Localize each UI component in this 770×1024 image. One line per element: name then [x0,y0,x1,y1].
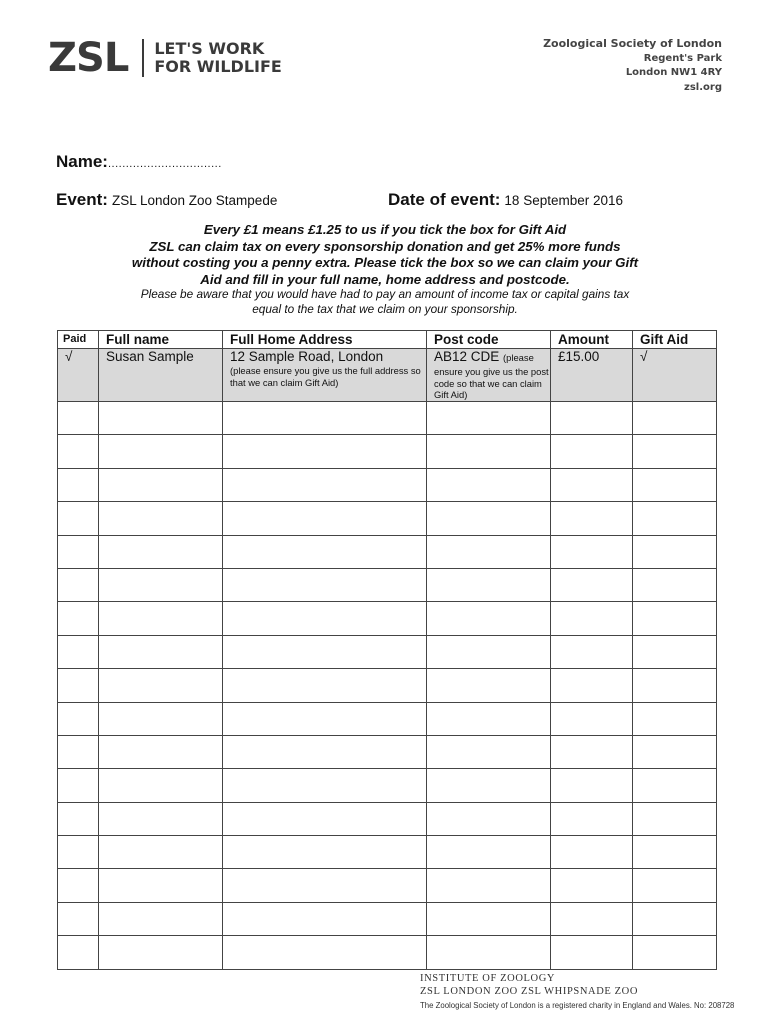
cell-gift-aid[interactable] [633,502,717,535]
cell-postcode[interactable] [427,836,551,869]
table-row [58,802,717,835]
cell-paid[interactable] [58,836,99,869]
cell-amount[interactable] [551,769,633,802]
example-gift-aid [633,349,717,402]
cell-paid[interactable] [58,669,99,702]
table-row [58,435,717,468]
cell-amount[interactable] [551,435,633,468]
cell-address[interactable] [223,735,427,768]
cell-paid[interactable] [58,535,99,568]
tax-note [100,287,670,316]
logo-tagline [154,40,282,76]
cell-gift-aid[interactable] [633,669,717,702]
cell-amount[interactable] [551,635,633,668]
cell-gift-aid[interactable] [633,535,717,568]
table-row [58,902,717,935]
table-row [58,769,717,802]
cell-gift-aid[interactable] [633,568,717,601]
cell-full-name[interactable] [99,568,223,601]
cell-address[interactable] [223,802,427,835]
cell-gift-aid[interactable] [633,402,717,435]
sponsorship-table [57,330,717,970]
tax-note-line: equal to the tax that we claim on your sponsorship. [252,301,518,316]
cell-amount[interactable] [551,802,633,835]
event-label: Event: [56,190,108,209]
cell-postcode[interactable] [427,635,551,668]
cell-full-name[interactable] [99,602,223,635]
cell-gift-aid[interactable] [633,468,717,501]
address-line-city: London NW1 4RY [625,67,722,78]
amount-value: £15.00 [558,349,600,364]
cell-gift-aid[interactable] [633,869,717,902]
cell-amount[interactable] [551,735,633,768]
name-dots: ................................ [107,158,222,170]
footer-zoos: ZSL LONDON ZOO ZSL WHIPSNADE ZOO [420,986,639,997]
cell-gift-aid[interactable] [633,435,717,468]
example-amount [551,349,633,402]
cell-amount[interactable] [551,602,633,635]
cell-amount[interactable] [551,502,633,535]
footer [420,972,734,1012]
header-full-name: Full name [99,331,223,349]
cell-address[interactable] [223,936,427,969]
cell-paid[interactable] [58,869,99,902]
cell-full-name[interactable] [99,702,223,735]
address-value: 12 Sample Road, London [230,349,384,364]
cell-address[interactable] [223,836,427,869]
table-row [58,936,717,969]
name-label: Name: [56,152,108,171]
cell-full-name[interactable] [99,735,223,768]
postcode-note-start: (please [503,352,534,363]
postcode-note: ensure you give us the post code so that we can claim Gift Aid) [434,366,549,400]
cell-postcode[interactable] [427,669,551,702]
header-address: Full Home Address [223,331,427,349]
cell-address[interactable] [223,702,427,735]
cell-amount[interactable] [551,568,633,601]
date-field [388,190,623,210]
cell-full-name[interactable] [99,402,223,435]
cell-postcode[interactable] [427,702,551,735]
footer-institute: INSTITUTE OF ZOOLOGY [420,973,556,984]
cell-amount[interactable] [551,535,633,568]
cell-full-name[interactable] [99,669,223,702]
cell-paid[interactable] [58,568,99,601]
cell-full-name[interactable] [99,869,223,902]
table-row [58,535,717,568]
example-postcode [427,349,551,402]
cell-address[interactable] [223,435,427,468]
postcode-value: AB12 CDE [434,349,500,364]
gift-aid-line: ZSL can claim tax on every sponsorship donation and get 25% more funds [149,238,621,254]
table-header-row [58,331,717,349]
cell-gift-aid[interactable] [633,836,717,869]
cell-paid[interactable] [58,702,99,735]
cell-paid[interactable] [58,435,99,468]
cell-amount[interactable] [551,936,633,969]
cell-paid[interactable] [58,402,99,435]
gift-aid-line: without costing you a penny extra. Please tick the box so we can claim your Gift [131,255,639,270]
table-row [58,869,717,902]
header-amount: Amount [551,331,633,349]
cell-amount[interactable] [551,702,633,735]
cell-paid[interactable] [58,468,99,501]
cell-address[interactable] [223,635,427,668]
cell-postcode[interactable] [427,936,551,969]
cell-full-name[interactable] [99,902,223,935]
table-row [58,502,717,535]
header-postcode: Post code [427,331,551,349]
cell-address[interactable] [223,568,427,601]
tax-note-line: Please be aware that you would have had to pay an amount of income tax or capital gains tax [140,287,630,301]
table-row [58,568,717,601]
full-name-value: Susan Sample [106,349,194,364]
gift-aid-line: Aid and fill in your full name, home address and postcode. [200,271,570,287]
tagline-line-2: FOR WILDLIFE [154,57,282,76]
address-note: (please ensure you give us the full address so that we can claim Gift Aid) [230,365,421,388]
cell-postcode[interactable] [427,502,551,535]
footer-charity-note: The Zoological Society of London is a registered charity in England and Wales. No: 208728 [420,1001,735,1010]
zsl-logo [48,35,282,81]
cell-gift-aid[interactable] [633,936,717,969]
cell-full-name[interactable] [99,769,223,802]
header-gift-aid: Gift Aid [633,331,717,349]
cell-postcode[interactable] [427,802,551,835]
logo-zsl-text: ZSL [48,35,129,81]
cell-full-name[interactable] [99,836,223,869]
cell-postcode[interactable] [427,869,551,902]
cell-gift-aid[interactable] [633,802,717,835]
cell-paid[interactable] [58,602,99,635]
date-label: Date of event: [388,190,501,209]
tagline-line-1: LET'S WORK [154,39,265,58]
cell-postcode[interactable] [427,568,551,601]
example-full-name [99,349,223,402]
cell-address[interactable] [223,535,427,568]
cell-postcode[interactable] [427,902,551,935]
cell-address[interactable] [223,902,427,935]
cell-full-name[interactable] [99,435,223,468]
postcode-line [434,349,550,366]
cell-paid[interactable] [58,902,99,935]
cell-gift-aid[interactable] [633,769,717,802]
event-value: ZSL London Zoo Stampede [111,193,278,208]
cell-postcode[interactable] [427,402,551,435]
table-row [58,402,717,435]
cell-paid[interactable] [58,802,99,835]
cell-amount[interactable] [551,402,633,435]
cell-amount[interactable] [551,836,633,869]
society-address [543,37,722,95]
cell-postcode[interactable] [427,535,551,568]
cell-gift-aid[interactable] [633,702,717,735]
example-paid [58,349,99,402]
cell-address[interactable] [223,602,427,635]
cell-paid[interactable] [58,936,99,969]
cell-postcode[interactable] [427,769,551,802]
name-field[interactable] [56,152,222,172]
cell-paid[interactable] [58,735,99,768]
cell-full-name[interactable] [99,802,223,835]
cell-amount[interactable] [551,468,633,501]
cell-address[interactable] [223,468,427,501]
cell-address[interactable] [223,769,427,802]
cell-full-name[interactable] [99,535,223,568]
gift-aid-tick: √ [640,349,648,364]
cell-full-name[interactable] [99,468,223,501]
cell-full-name[interactable] [99,936,223,969]
logo-divider [142,39,144,77]
address-line-web: zsl.org [684,81,722,93]
gift-aid-line: Every £1 means £1.25 to us if you tick the box for Gift Aid [203,222,567,237]
example-row [58,349,717,402]
paid-tick: √ [65,349,73,364]
address-line-park: Regent's Park [643,52,722,64]
table-row [58,669,717,702]
table-row [58,635,717,668]
cell-amount[interactable] [551,902,633,935]
cell-paid[interactable] [58,635,99,668]
gift-aid-info [100,222,670,288]
cell-address[interactable] [223,869,427,902]
table-row [58,468,717,501]
cell-gift-aid[interactable] [633,635,717,668]
example-address [223,349,427,402]
table-row [58,735,717,768]
table-row [58,836,717,869]
cell-postcode[interactable] [427,468,551,501]
address-line-org: Zoological Society of London [543,37,722,50]
cell-address[interactable] [223,669,427,702]
cell-paid[interactable] [58,769,99,802]
header-paid: Paid [58,331,99,349]
cell-full-name[interactable] [99,502,223,535]
cell-address[interactable] [223,402,427,435]
event-field [56,190,277,210]
cell-postcode[interactable] [427,602,551,635]
cell-amount[interactable] [551,669,633,702]
cell-paid[interactable] [58,502,99,535]
cell-amount[interactable] [551,869,633,902]
date-value: 18 September 2016 [504,193,624,208]
cell-full-name[interactable] [99,635,223,668]
cell-gift-aid[interactable] [633,602,717,635]
cell-gift-aid[interactable] [633,902,717,935]
cell-address[interactable] [223,502,427,535]
cell-postcode[interactable] [427,435,551,468]
cell-gift-aid[interactable] [633,735,717,768]
table-row [58,602,717,635]
table-row [58,702,717,735]
cell-postcode[interactable] [427,735,551,768]
